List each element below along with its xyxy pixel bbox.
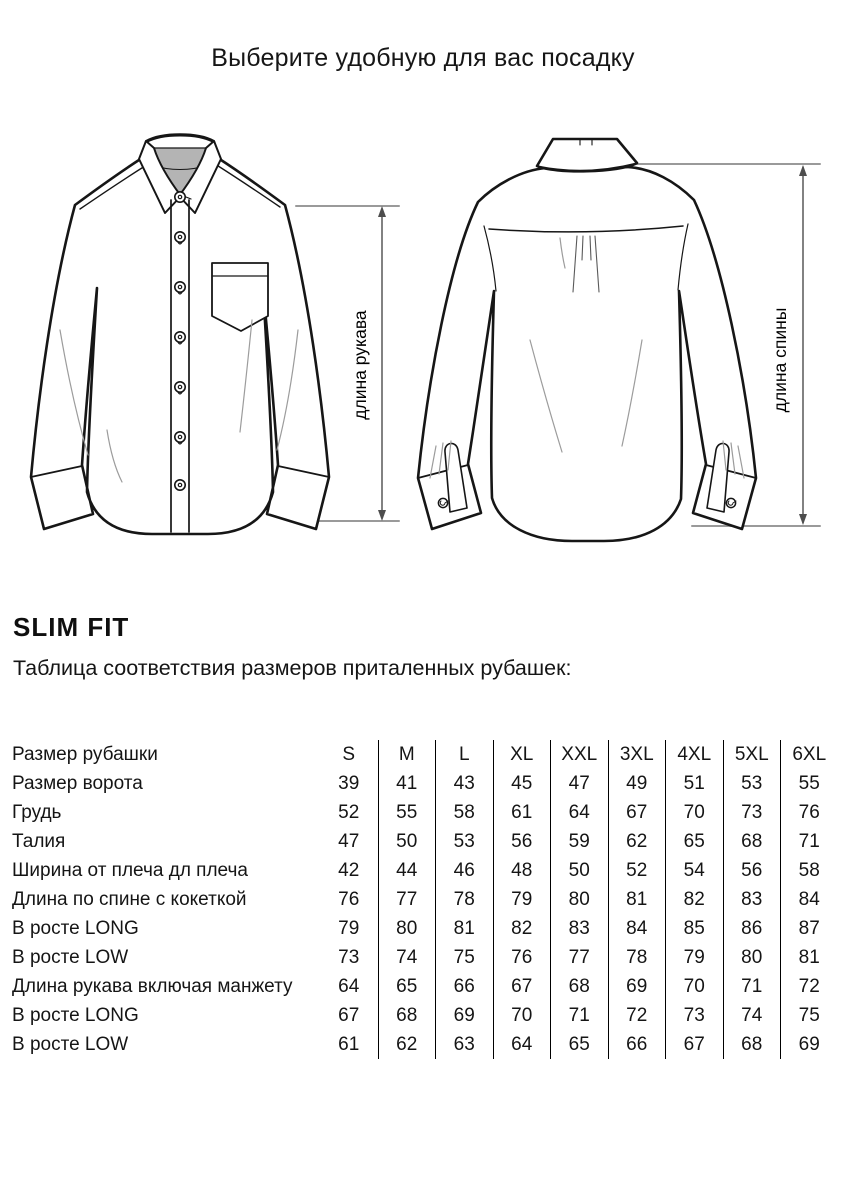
size-cell: 62 — [378, 1030, 436, 1059]
size-cell: 56 — [493, 827, 551, 856]
back-shirt-drawing — [418, 139, 820, 541]
size-cell: 53 — [435, 827, 493, 856]
page-title: Выберите удобную для вас посадку — [211, 44, 635, 72]
size-cell: XL — [493, 740, 551, 769]
size-cell: 78 — [608, 943, 666, 972]
size-cell: 3XL — [608, 740, 666, 769]
size-cell: 72 — [780, 972, 838, 1001]
size-cell: 63 — [435, 1030, 493, 1059]
table-row — [12, 769, 840, 798]
sleeve-length-label: длина рукава — [350, 310, 370, 420]
size-cell: 84 — [608, 914, 666, 943]
size-cell: 74 — [378, 943, 436, 972]
back-length-arrow — [799, 165, 807, 525]
size-cell: 84 — [780, 885, 838, 914]
sleeve-length-arrow — [378, 206, 386, 521]
size-cell: 55 — [378, 798, 436, 827]
table-row — [12, 856, 840, 885]
size-cell: 74 — [723, 1001, 781, 1030]
size-cell: L — [435, 740, 493, 769]
size-cell: 76 — [338, 889, 360, 910]
row-label: Размер рубашки — [12, 744, 158, 765]
size-cell: 83 — [550, 914, 608, 943]
size-cell: 64 — [550, 798, 608, 827]
size-cell: 71 — [723, 972, 781, 1001]
size-cell: 77 — [550, 943, 608, 972]
table-row — [12, 1001, 840, 1030]
table-row — [12, 885, 840, 914]
size-cell: 79 — [493, 885, 551, 914]
size-cell: 83 — [723, 885, 781, 914]
size-cell: 67 — [665, 1030, 723, 1059]
size-cell: 80 — [550, 885, 608, 914]
size-cell: 61 — [493, 798, 551, 827]
size-cell: 81 — [435, 914, 493, 943]
size-cell: 66 — [608, 1030, 666, 1059]
size-cell: 6XL — [780, 740, 838, 769]
row-label: Длина рукава включая манжету — [12, 976, 293, 997]
row-label: Ширина от плеча дл плеча — [12, 860, 248, 881]
size-cell: 44 — [378, 856, 436, 885]
size-cell: 58 — [780, 856, 838, 885]
size-cell: 47 — [550, 769, 608, 798]
size-cell: 58 — [435, 798, 493, 827]
size-cell: 85 — [665, 914, 723, 943]
size-cell: 68 — [723, 827, 781, 856]
size-cell: XXL — [550, 740, 608, 769]
size-cell: 55 — [780, 769, 838, 798]
row-label: В росте LOW — [12, 947, 129, 968]
size-cell: 79 — [665, 943, 723, 972]
size-cell: 65 — [550, 1030, 608, 1059]
size-cell: 53 — [723, 769, 781, 798]
size-cell: 71 — [550, 1001, 608, 1030]
size-cell: 82 — [665, 885, 723, 914]
size-cell: 66 — [435, 972, 493, 1001]
size-cell: 82 — [493, 914, 551, 943]
row-label: В росте LONG — [12, 918, 139, 939]
size-cell: 81 — [780, 943, 838, 972]
size-cell: 56 — [723, 856, 781, 885]
size-cell: 62 — [608, 827, 666, 856]
size-cell: 61 — [338, 1034, 360, 1055]
size-cell: 65 — [378, 972, 436, 1001]
row-label: Длина по спине с кокеткой — [12, 889, 247, 910]
size-cell: 75 — [780, 1001, 838, 1030]
size-cell: 54 — [665, 856, 723, 885]
size-cell: 80 — [723, 943, 781, 972]
size-cell: 70 — [493, 1001, 551, 1030]
size-cell: 73 — [665, 1001, 723, 1030]
size-cell: 76 — [493, 943, 551, 972]
size-cell: 79 — [338, 918, 360, 939]
row-label: Грудь — [12, 802, 62, 823]
table-row — [12, 943, 840, 972]
size-cell: 51 — [665, 769, 723, 798]
size-cell: 41 — [378, 769, 436, 798]
back-length-label: длина спины — [770, 307, 790, 413]
size-cell: 46 — [435, 856, 493, 885]
size-cell: 76 — [780, 798, 838, 827]
size-cell: 67 — [493, 972, 551, 1001]
size-cell: S — [342, 744, 356, 765]
size-cell: 64 — [338, 976, 360, 997]
size-cell: 77 — [378, 885, 436, 914]
table-row — [12, 972, 840, 1001]
size-cell: M — [378, 740, 436, 769]
size-cell: 68 — [550, 972, 608, 1001]
size-cell: 52 — [608, 856, 666, 885]
table-header-row — [12, 740, 840, 769]
size-cell: 69 — [608, 972, 666, 1001]
table-row — [12, 827, 840, 856]
size-cell: 52 — [338, 802, 360, 823]
table-row — [12, 798, 840, 827]
chest-pocket — [212, 263, 268, 331]
size-cell: 42 — [338, 860, 360, 881]
size-cell: 48 — [493, 856, 551, 885]
size-cell: 67 — [338, 1005, 360, 1026]
size-cell: 59 — [550, 827, 608, 856]
size-cell: 70 — [665, 972, 723, 1001]
size-cell: 78 — [435, 885, 493, 914]
size-cell: 68 — [378, 1001, 436, 1030]
size-cell: 47 — [338, 831, 360, 852]
size-cell: 64 — [493, 1030, 551, 1059]
size-cell: 81 — [608, 885, 666, 914]
front-shirt-drawing — [31, 134, 399, 534]
size-cell: 65 — [665, 827, 723, 856]
size-cell: 72 — [608, 1001, 666, 1030]
table-row — [12, 1030, 840, 1059]
table-caption: Таблица соответствия размеров приталенных рубашек: — [13, 656, 572, 680]
row-label: В росте LONG — [12, 1005, 139, 1026]
size-cell: 43 — [435, 769, 493, 798]
size-cell: 71 — [780, 827, 838, 856]
size-cell: 68 — [723, 1030, 781, 1059]
size-cell: 73 — [723, 798, 781, 827]
size-cell: 86 — [723, 914, 781, 943]
size-cell: 39 — [338, 773, 360, 794]
size-cell: 45 — [493, 769, 551, 798]
size-cell: 5XL — [723, 740, 781, 769]
size-cell: 73 — [338, 947, 360, 968]
size-cell: 4XL — [665, 740, 723, 769]
table-row — [12, 914, 840, 943]
size-cell: 70 — [665, 798, 723, 827]
size-cell: 50 — [378, 827, 436, 856]
size-cell: 49 — [608, 769, 666, 798]
row-label: В росте LOW — [12, 1034, 129, 1055]
size-cell: 87 — [780, 914, 838, 943]
size-cell: 50 — [550, 856, 608, 885]
row-label: Талия — [12, 831, 66, 852]
size-table — [12, 740, 840, 1059]
size-cell: 75 — [435, 943, 493, 972]
size-cell: 80 — [378, 914, 436, 943]
size-cell: 69 — [435, 1001, 493, 1030]
size-cell: 67 — [608, 798, 666, 827]
size-cell: 69 — [780, 1030, 838, 1059]
fit-heading: SLIM FIT — [13, 612, 130, 642]
row-label: Размер ворота — [12, 773, 143, 794]
